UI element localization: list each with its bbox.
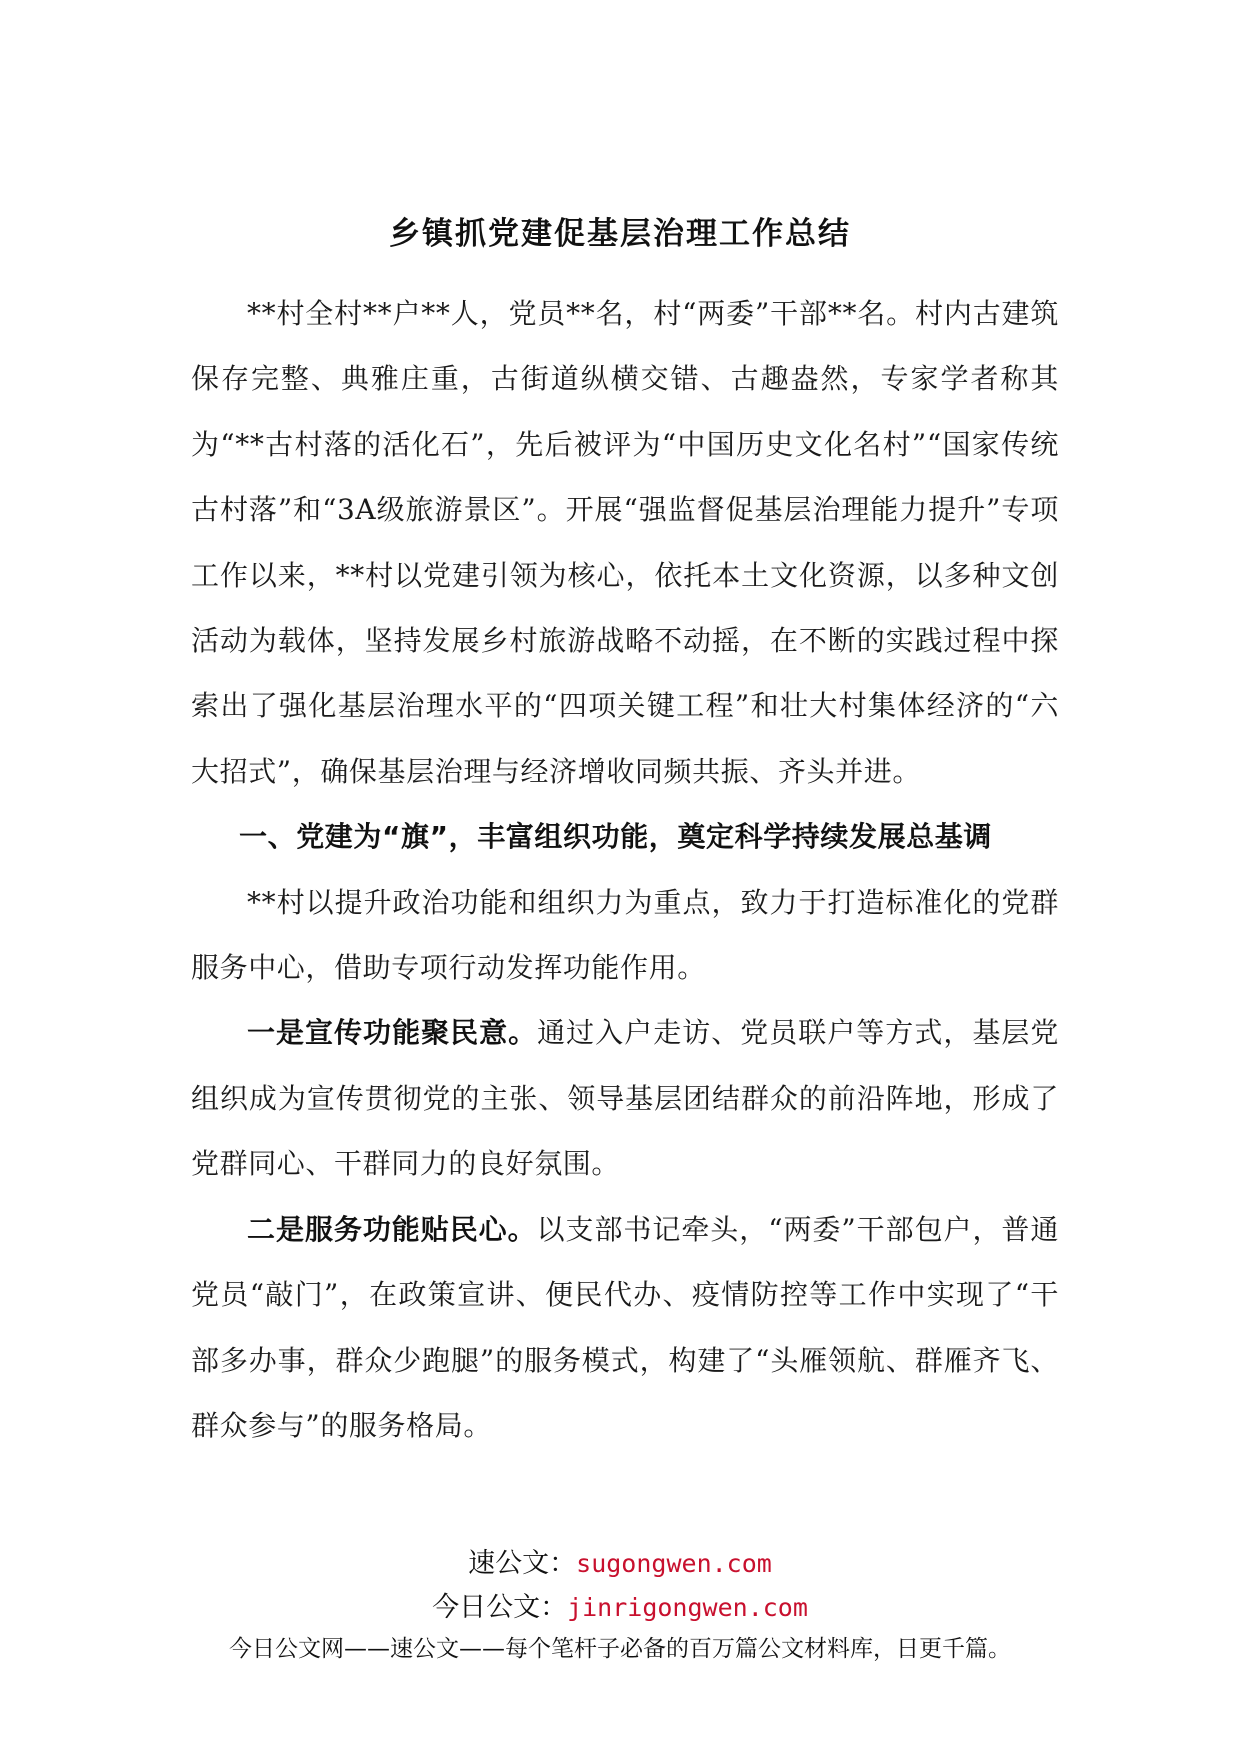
point-2-text: 以支部书记牵头，“两委”干部包户，普通党员“敲门”，在政策宣讲、便民代办、疫情防控等工作中实现了“干部多办事，群众少跑腿”的服务模式，构建了“头雁领航、群雁齐飞、群众参与”的服务格局。 (191, 1212, 1059, 1442)
footer-label-1: 速公文： (468, 1548, 577, 1579)
footer-label-2: 今日公文： (432, 1592, 568, 1623)
point-1-lead: 一是宣传功能聚民意。 (247, 1016, 538, 1050)
point-2-paragraph (191, 1197, 1059, 1459)
sugongwen-link[interactable]: sugongwen.com (576, 1549, 772, 1578)
point-2-lead: 二是服务功能贴民心。 (247, 1212, 537, 1246)
footer-line-1 (0, 1541, 1240, 1580)
intro-paragraph: **村全村**户**人，党员**名，村“两委”干部**名。村内古建筑保存完整、典雅庄重，古街道纵横交错、古趣盎然，专家学者称其为“**古村落的活化石”，先后被评为“中国历史文化名村”“国家传统古村落”和“3A级旅游景区”。开展“强监督促基层治理能力提升”专项工作以来，**村以党建引领为核心，依托本土文化资源，以多种文创活动为载体，坚持发展乡村旅游战略不动摇，在不断的实践过程中探索出了强化基层治理水平的“四项关键工程”和壮大村集体经济的“六大招式”，确保基层治理与经济增收同频共振、齐头并进。 (191, 297, 1059, 788)
footer-line-2 (0, 1585, 1240, 1624)
document-body (191, 281, 1059, 1458)
point-1-text: 通过入户走访、党员联户等方式，基层党组织成为宣传贯彻党的主张、领导基层团结群众的前沿阵地，形成了党群同心、干群同力的良好氛围。 (191, 1016, 1059, 1181)
section-heading-1: 一、党建为“旗”，丰富组织功能，奠定科学持续发展总基调 (239, 820, 993, 854)
footer-slogan: 今日公文网——速公文——每个笔杆子必备的百万篇公文材料库，日更千篇。 (229, 1636, 1011, 1662)
document-title: 乡镇抓党建促基层治理工作总结 (389, 216, 851, 252)
section1-intro-paragraph: **村以提升政治功能和组织力为重点，致力于打造标准化的党群服务中心，借助专项行动发挥功能作用。 (191, 885, 1059, 985)
jinrigongwen-link[interactable]: jinrigongwen.com (567, 1593, 808, 1622)
point-1-paragraph (191, 1000, 1059, 1196)
